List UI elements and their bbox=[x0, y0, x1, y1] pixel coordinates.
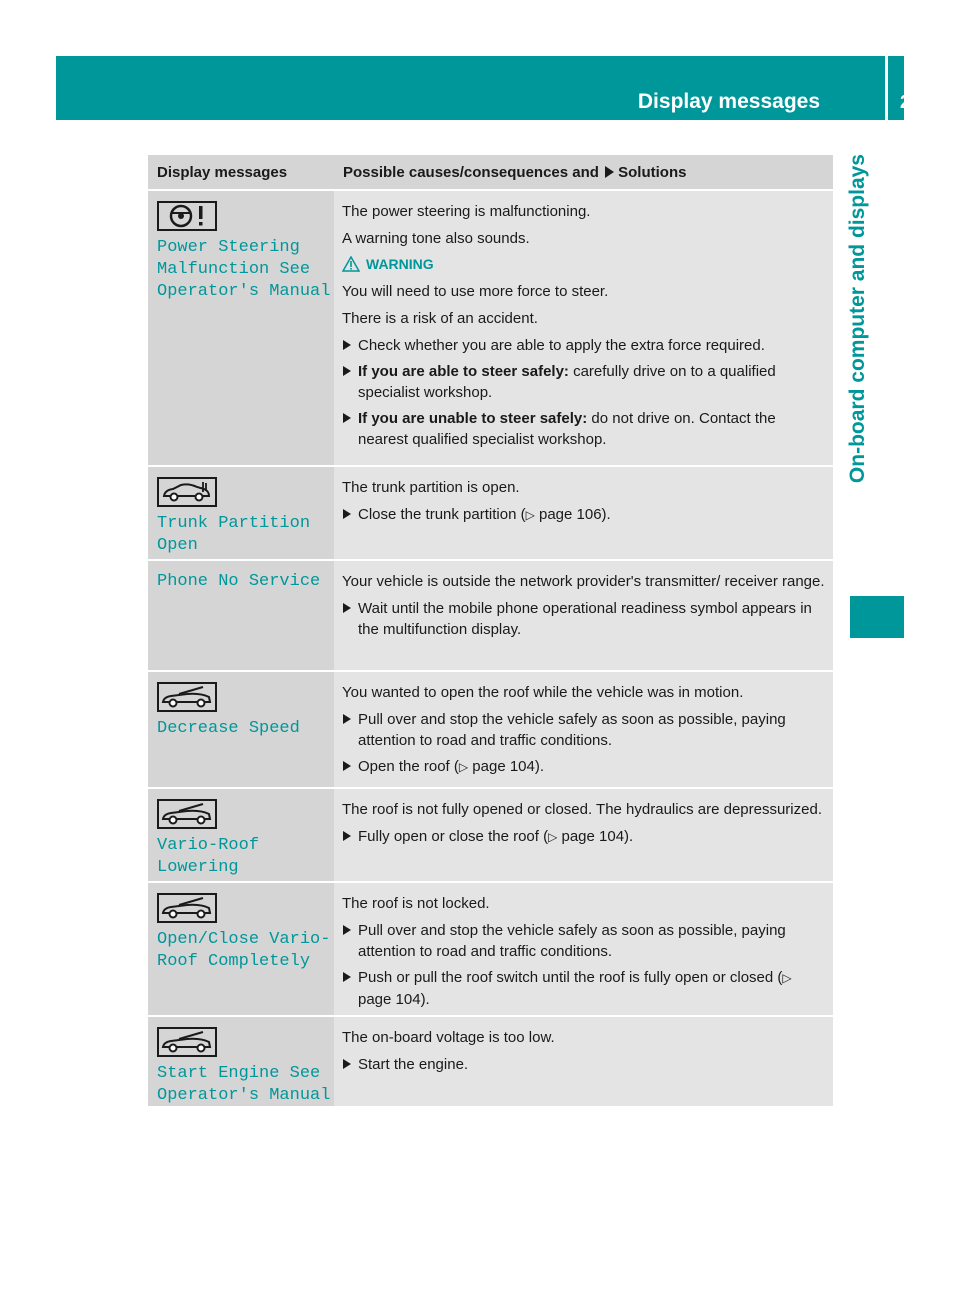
convertible-roof-icon bbox=[157, 682, 217, 712]
solution-cell bbox=[334, 672, 833, 787]
page-ref-arrow-icon: ▷ bbox=[458, 760, 469, 774]
step-page-ref: page 104). bbox=[557, 828, 634, 845]
header-divider bbox=[885, 56, 888, 120]
convertible-roof-icon bbox=[157, 799, 217, 829]
solution-cell bbox=[334, 883, 833, 1015]
table-header bbox=[148, 155, 833, 191]
message-cell bbox=[148, 672, 334, 787]
solution-step bbox=[342, 504, 825, 526]
step-condition: If you are unable to steer safely: bbox=[358, 410, 588, 427]
page-number: 267 bbox=[900, 92, 931, 112]
solution-step bbox=[342, 967, 825, 1010]
col-header-display-messages: Display messages bbox=[157, 164, 288, 181]
solution-step bbox=[342, 408, 825, 450]
section-title: Display messages bbox=[637, 90, 820, 113]
col-header-causes: Possible causes/consequences and bbox=[343, 164, 599, 181]
display-message-text: Power Steering Malfunction See Operator's Manual bbox=[157, 238, 331, 301]
display-message-text: Vario-Roof Lowering bbox=[157, 836, 260, 877]
page-ref-arrow-icon: ▷ bbox=[525, 508, 535, 522]
display-message-text: Decrease Speed bbox=[157, 719, 300, 738]
solution-cell bbox=[334, 789, 833, 881]
solution-step bbox=[342, 361, 825, 403]
message-cell bbox=[148, 191, 334, 465]
page-ref-arrow-icon: ▷ bbox=[782, 971, 792, 985]
step-text: Push or pull the roof switch until the roof is fully open or closed ( bbox=[358, 969, 783, 986]
display-messages-table bbox=[148, 155, 833, 1106]
trunk-partition-icon bbox=[157, 477, 217, 507]
table-row bbox=[148, 789, 833, 883]
cause-text: Your vehicle is outside the network provider's transmitter/ receiver range. bbox=[342, 573, 825, 590]
solution-cell bbox=[334, 1017, 833, 1106]
step-text: Open the roof ( bbox=[358, 758, 459, 775]
warning-label: WARNING bbox=[366, 256, 434, 272]
step-text: Close the trunk partition ( bbox=[358, 506, 526, 523]
cause-text: A warning tone also sounds. bbox=[342, 230, 530, 247]
table-row bbox=[148, 883, 833, 1017]
solution-step: Pull over and stop the vehicle safely as soon as possible, paying attention to road and traffic conditions. bbox=[342, 920, 825, 962]
cause-text: The power steering is malfunctioning. bbox=[342, 203, 591, 220]
table-row bbox=[148, 1017, 833, 1106]
display-message-text: Trunk Partition Open bbox=[157, 514, 311, 555]
table-row bbox=[148, 191, 833, 467]
message-cell bbox=[148, 789, 334, 881]
solution-step: Pull over and stop the vehicle safely as soon as possible, paying attention to road and traffic conditions. bbox=[342, 709, 825, 751]
col-header-solutions: Solutions bbox=[618, 164, 687, 181]
table-row bbox=[148, 672, 833, 789]
solution-step: Start the engine. bbox=[342, 1054, 825, 1075]
solution-cell bbox=[334, 191, 833, 465]
cause-text: The roof is not fully opened or closed. The hydraulics are depressurized. bbox=[342, 801, 822, 818]
cause-text: The trunk partition is open. bbox=[342, 479, 520, 496]
message-cell bbox=[148, 883, 334, 1015]
table-row bbox=[148, 467, 833, 561]
side-tab-marker bbox=[850, 596, 904, 638]
step-action: carefully drive on to a qualified specialist workshop. bbox=[358, 363, 776, 401]
warning-text: You will need to use more force to steer. bbox=[342, 283, 609, 300]
step-text: Fully open or close the roof ( bbox=[358, 828, 549, 845]
solution-step: Wait until the mobile phone operational readiness symbol appears in the multifunction display. bbox=[342, 598, 825, 640]
page-ref-arrow-icon: ▷ bbox=[548, 830, 558, 844]
message-cell bbox=[148, 467, 334, 559]
solution-step: Check whether you are able to apply the extra force required. bbox=[342, 335, 825, 356]
play-arrow-icon bbox=[605, 166, 614, 178]
table-row bbox=[148, 561, 833, 672]
convertible-roof-icon bbox=[157, 893, 217, 923]
header-bar bbox=[56, 56, 931, 120]
message-cell bbox=[148, 1017, 334, 1106]
cause-text: You wanted to open the roof while the vehicle was in motion. bbox=[342, 684, 744, 701]
convertible-roof-icon bbox=[157, 1027, 217, 1057]
warning-text: There is a risk of an accident. bbox=[342, 310, 538, 327]
message-cell bbox=[148, 561, 334, 670]
solution-cell bbox=[334, 561, 833, 670]
step-action: do not drive on. Contact the nearest qualified specialist workshop. bbox=[358, 410, 776, 448]
display-message-text: Open/Close Vario- Roof Completely bbox=[157, 930, 331, 971]
power-steering-warning-icon bbox=[157, 201, 217, 231]
step-condition: If you are able to steer safely: bbox=[358, 363, 569, 380]
step-page-ref: page 106). bbox=[534, 506, 611, 523]
solution-cell bbox=[334, 467, 833, 559]
cause-text: The roof is not locked. bbox=[342, 895, 490, 912]
cause-text: The on-board voltage is too low. bbox=[342, 1029, 555, 1046]
step-page-ref: page 104). bbox=[358, 991, 430, 1008]
solution-step bbox=[342, 826, 825, 848]
display-message-text: Phone No Service bbox=[157, 572, 321, 591]
col-header-causes-solutions bbox=[334, 155, 833, 189]
warning-triangle-icon bbox=[342, 256, 360, 272]
step-page-ref: page 104). bbox=[468, 758, 545, 775]
display-message-text: Start Engine See Operator's Manual bbox=[157, 1064, 331, 1105]
warning-heading bbox=[342, 255, 825, 273]
solution-step bbox=[342, 756, 825, 778]
side-tab-label: On-board computer and displays bbox=[846, 154, 869, 484]
